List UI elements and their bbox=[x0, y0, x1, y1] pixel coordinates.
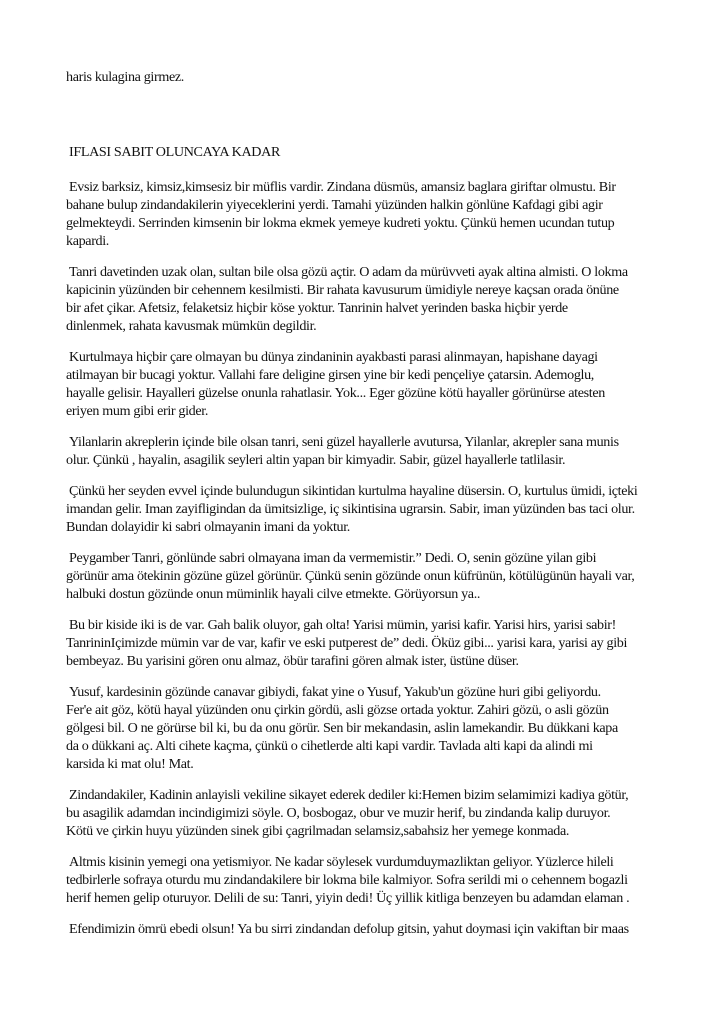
paragraph-line: karsida ki mat olu! Mat. bbox=[66, 756, 194, 772]
paragraph-line: da o dükkani aç. Alti cihete kaçma, çünkü o cihetlerde alti kapi vardir. Tavlada alti kapi da alindi mi bbox=[66, 738, 593, 754]
paragraph-line: bahane bulup zindandakilerin yiyeceklerini yerdi. Tamahi yüzünden halkin gönlüne Kafdagi gibi agir bbox=[66, 197, 603, 213]
paragraph-line: bir afet çikar. Afetsiz, felaketsiz hiçbir köse yoktur. Tanrinin halvet yerinden baska hiçbir yerde bbox=[66, 300, 568, 316]
intro-line: haris kulagina girmez. bbox=[66, 69, 184, 85]
paragraph-line: Tanri davetinden uzak olan, sultan bile olsa gözü açtir. O adam da mürüvveti ayak altina almisti. O lokma bbox=[69, 264, 628, 280]
paragraph-line: Kötü ve çirkin huyu yüzünden sinek gibi çagrilmadan selamsiz,sabahsiz her yemege konmada. bbox=[66, 823, 570, 839]
section-heading: IFLASI SABIT OLUNCAYA KADAR bbox=[69, 144, 280, 160]
paragraph-line: kapicinin yüzünden bir cehennem kesilmisti. Bir rahata kavusurum ümidiyle nereye kaçsan orada önüne bbox=[66, 282, 619, 298]
paragraph-line: eriyen mum gibi erir gider. bbox=[66, 403, 209, 419]
paragraph-line: Fer'e ait göz, kötü hayal yüzünden onu çirkin gördü, asli gözse ortada yoktur. Zahiri gözü, o asli gözün bbox=[66, 702, 609, 718]
paragraph-line: hayalle gelisir. Hayalleri güzelse onunla rahatlasir. Yok... Eger gözüne kötü hayaller görünürse atesten bbox=[66, 385, 605, 401]
paragraph-line: Zindandakiler, Kadinin anlayisli vekiline sikayet ederek dediler ki:Hemen bizim selamimizi kadiya götür, bbox=[69, 787, 629, 803]
paragraph-line: kapardi. bbox=[66, 233, 109, 249]
paragraph-line: gölgesi bil. O ne görürse bil ki, bu da onu görür. Sen bir mekandasin, aslin lamekandir. Bu dükkani kapa bbox=[66, 720, 618, 736]
paragraph-line: gelmekteydi. Serrinden kimsenin bir lokma ekmek yemeye kudreti yoktu. Çünkü hemen ucundan tutup bbox=[66, 215, 615, 231]
paragraph-line: olur. Çünkü , hayalin, asagilik seyleri altin yapan bir kimyadir. Sabir, güzel hayallerle tatlilasir. bbox=[66, 452, 566, 468]
paragraph-line: imandan gelir. Iman zayifligindan da ümitsizlige, iç sikintisina ugrarsin. Sabir, iman yüzünden bas taci olur. bbox=[66, 501, 635, 517]
paragraph-line: herif hemen gelip oturuyor. Delili de su: Tanri, yiyin dedi! Üç yillik kitliga benzeyen bu adamdan elaman . bbox=[66, 890, 630, 906]
paragraph-line: halbuki dostun gözünde onun müminlik hayali cilve etmekte. Görüyorsun ya.. bbox=[66, 586, 481, 602]
paragraph-line: Evsiz barksiz, kimsiz,kimsesiz bir müflis vardir. Zindana düsmüs, amansiz baglara giriftar olmustu. Bir bbox=[69, 179, 616, 195]
paragraph-line: Peygamber Tanri, gönlünde sabri olmayana iman da vermemistir.” Dedi. O, senin gözüne yilan gibi bbox=[69, 550, 597, 566]
paragraph-line: Yilanlarin akreplerin içinde bile olsan tanri, seni güzel hayallerle avutursa, Yilanlar, akrepler sana munis bbox=[69, 434, 619, 450]
paragraph-line: Bundan dolayidir ki sabri olmayanin imani da yoktur. bbox=[66, 519, 350, 535]
paragraph-line: bembeyaz. Bu yarisini gören onu almaz, öbür tarafini gören almak ister, üstüne düser. bbox=[66, 653, 519, 669]
paragraph-line: Bu bir kiside iki is de var. Gah balik oluyor, gah olta! Yarisi mümin, yarisi kafir. Yarisi hirs, yarisi sabir! bbox=[69, 617, 616, 633]
paragraph-line: tedbirlerle sofraya oturdu mu zindandakilere bir lokma bile kalmiyor. Sofra serildi mi o cehennem bogazli bbox=[66, 872, 628, 888]
paragraph-line: görünür ama ötekinin gözüne güzel görünür. Çünkü senin gözünde onun küfrünün, kötülügünün hayali var, bbox=[66, 568, 635, 584]
paragraph-line: atilmayan bir bucagi yoktur. Vallahi fare deligine girsen yine bir kedi pençeliye çatarsin. Ademoglu, bbox=[66, 367, 594, 383]
paragraph-line: Yusuf, kardesinin gözünde canavar gibiydi, fakat yine o Yusuf, Yakub'un gözüne huri gibi geliyordu. bbox=[69, 684, 601, 700]
paragraph-line: Kurtulmaya hiçbir çare olmayan bu dünya zindaninin ayakbasti parasi alinmayan, hapishane dayagi bbox=[69, 349, 598, 365]
paragraph-line: dinlenmek, rahata kavusmak mümkün degildir. bbox=[66, 318, 317, 334]
paragraph-line: Altmis kisinin yemegi ona yetismiyor. Ne kadar söylesek vurdumduymazliktan geliyor. Yüzlerce hileli bbox=[69, 854, 614, 870]
paragraph-line: bu asagilik adamdan incindigimizi söyle. O, bosbogaz, obur ve muzir herif, bu zindanda kalip duruyor. bbox=[66, 805, 611, 821]
paragraph-line: Çünkü her seyden evvel içinde bulundugun sikintidan kurtulma hayaline düsersin. O, kurtulus ümidi, içteki bbox=[69, 483, 638, 499]
paragraph-line: Efendimizin ömrü ebedi olsun! Ya bu sirri zindandan defolup gitsin, yahut doymasi için vakiftan bir maas bbox=[69, 921, 629, 937]
paragraph-line: TanrininIçimizde mümin var de var, kafir ve eski putperest de” dedi. Öküz gibi... yarisi kara, yarisi ay gibi bbox=[66, 635, 628, 651]
